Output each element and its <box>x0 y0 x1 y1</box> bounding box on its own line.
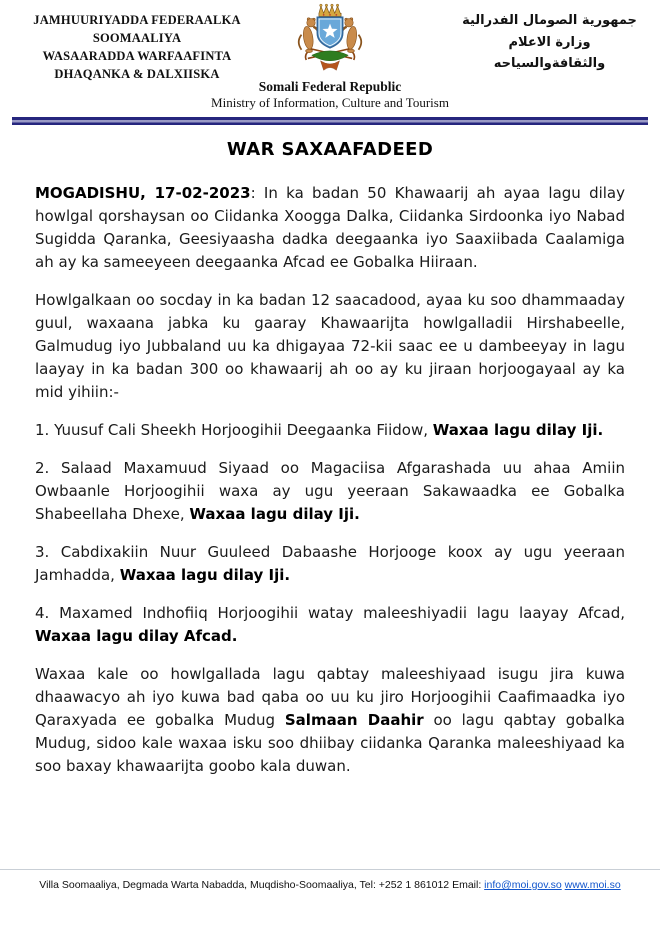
paragraph-operation-summary: Howlgalkaan oo socday in ka badan 12 saacadood, ayaa ku soo dhammaaday guul, waxaana jabka ku gaaray Khawaarijta howlgalladii Hirshabeelle, Galmudug iyo Jubbaland uu ka dhigayaa 72-kii saac ee u dambeeyay in lagu laayay in ka badan 300 oo khawaarij ah oo ay ku jiraan horjoogayaal ay ka mid yihiin:- <box>35 291 625 401</box>
ministry-somali-line: JAMHUURIYADDA FEDERAALKA <box>33 13 241 27</box>
footer-address: Villa Soomaaliya, Degmada Warta Nabadda, Muqdisho-Soomaaliya, Tel: +252 1 861012 Email: <box>39 879 485 891</box>
press-release-body <box>0 139 660 778</box>
dateline: MOGADISHU, 17-02-2023 <box>35 184 251 202</box>
paragraph-closing: Waxaa kale oo howlgallada lagu qabtay maleeshiyaad isugu jira kuwa dhaawacyo ah iyo kuwa bad qaba oo uu ku jiro Horjoogihii Caafimaadka iyo Qaraxyada ee gobalka Mudug Salmaan Daahir oo lagu qabtay gobalka Mudug, sidoo kale waxaa isku soo dhiibay ciidanka Qaranka maleeshiyaad ka soo baxay khawaarijta goobo kala duwan. <box>35 665 625 775</box>
page-footer <box>0 869 660 891</box>
ministry-name-somali <box>22 11 252 83</box>
footer-divider <box>0 869 660 870</box>
emblem-caption-country: Somali Federal Republic <box>258 79 402 94</box>
email-link[interactable]: info@moi.gov.so <box>484 879 562 891</box>
list-item-3: 3. Cabdixakiin Nuur Guuleed Dabaashe Horjooge koox ay ugu yeeraan Jamhadda, Waxaa lagu dilay Iji. <box>35 543 625 584</box>
somalia-coat-of-arms-icon <box>288 3 372 79</box>
captured-name: Salmaan Daahir <box>284 711 424 729</box>
paragraph-dateline: MOGADISHU, 17-02-2023: In ka badan 50 Khawaarij ah ayaa lagu dilay howlgal qorshaysan oo Ciidanka Xoogga Dalka, Ciidanka Sirdoonka iyo Nabad Sugidda Qaranka, Geesiyaasha dadka deegaanka iyo Saaxiibada Caalamiga ah ay ka sameeyeen deegaanka Afcad ee Gobalka Hiiraan. <box>35 184 626 271</box>
ministry-somali-line: DHAQANKA & DALXIISKA <box>54 67 220 81</box>
website-link[interactable]: www.moi.so <box>564 879 621 891</box>
ministry-name-arabic <box>447 10 652 75</box>
ministry-arabic-line: والثقافةوالسياحه <box>493 56 606 71</box>
letterhead <box>0 0 660 117</box>
ministry-somali-line: WASAARADDA WARFAAFINTA <box>42 49 232 63</box>
ministry-arabic-line: جمهورية الصومال الفدرالية <box>462 13 637 28</box>
list-item-4: 4. Maxamed Indhofiiq Horjoogihii watay maleeshiyadii lagu laayay Afcad, Waxaa lagu dilay Afcad. <box>35 604 625 645</box>
header-divider <box>12 117 648 125</box>
press-release-title: WAR SAXAAFADEED <box>226 139 434 160</box>
ministry-arabic-line: وزارة الاعلام <box>508 34 591 50</box>
ministry-somali-line: SOOMAALIYA <box>92 31 182 45</box>
list-item-1: 1. Yuusuf Cali Sheekh Horjoogihii Deegaanka Fiidow, Waxaa lagu dilay Iji. <box>35 421 604 439</box>
list-item-2: 2. Salaad Maxamuud Siyaad oo Magaciisa Afgarashada uu ahaa Amiin Owbaanle Horjoogihii waxa ay ugu yeeraan Sakawaadka ee Gobalka Shabeellaha Dhexe, Waxaa lagu dilay Iji. <box>35 459 625 523</box>
emblem-caption-ministry: Ministry of Information, Culture and Tourism <box>211 95 449 110</box>
footer-contact-line <box>0 879 660 891</box>
